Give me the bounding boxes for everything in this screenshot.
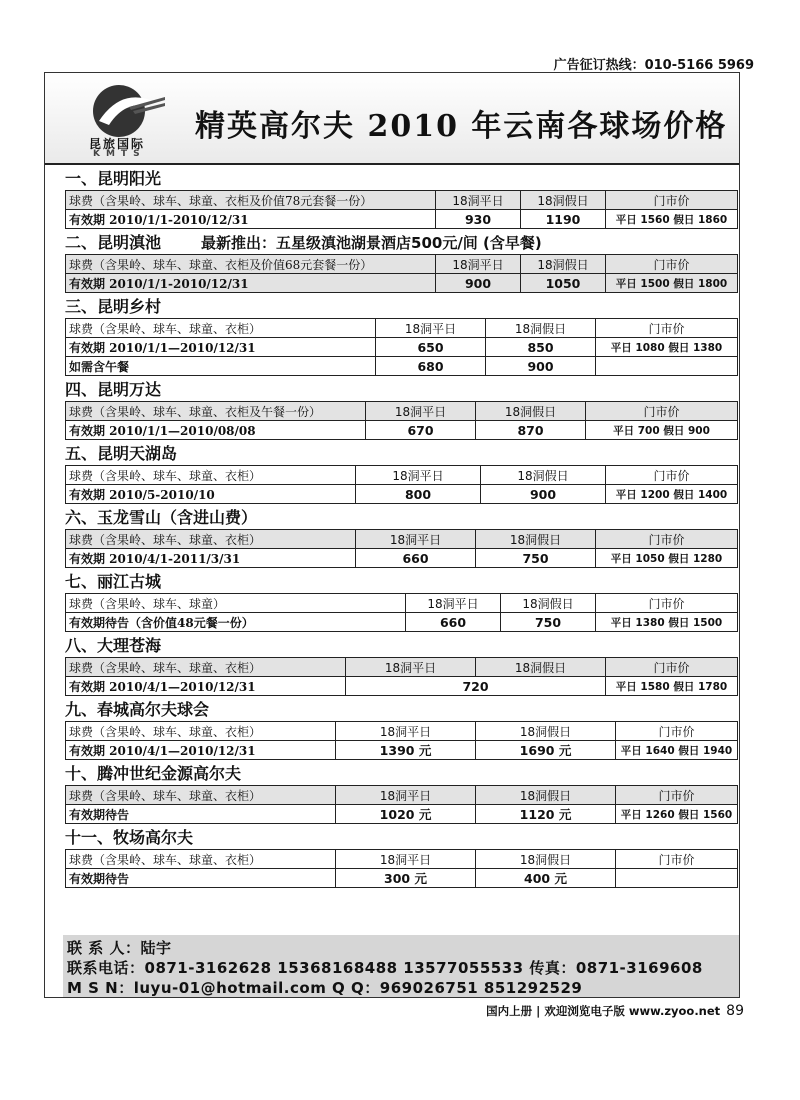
contact-phone: 联系电话：0871-3162628 15368168488 13577055533 传真：0871-3169608	[67, 959, 703, 977]
section-title	[65, 507, 737, 529]
section-title	[65, 763, 737, 785]
course-name: 七、丽江古城	[65, 572, 162, 591]
rack-rate-header: 门市价	[606, 255, 738, 274]
table-header-row	[66, 658, 738, 677]
course-name: 九、春城高尔夫球会	[65, 700, 210, 719]
holiday-price: 750	[501, 613, 596, 632]
holiday-price: 900	[481, 485, 606, 504]
price-table	[65, 465, 738, 504]
price-table	[65, 593, 738, 632]
table-row	[66, 741, 738, 760]
price-table	[65, 785, 738, 824]
weekday-price: 670	[366, 421, 476, 440]
weekday-price: 1390 元	[336, 741, 476, 760]
rack-rate: 平日 1050 假日 1280	[596, 549, 738, 568]
price-table	[65, 318, 738, 376]
weekday-price: 660	[356, 549, 476, 568]
table-header-row	[66, 466, 738, 485]
contact-msn-qq: M S N：luyu-01@hotmail.com Q Q：969026751 851292529	[67, 979, 583, 997]
ad-hotline: 广告征订热线：010-5166 5969	[553, 58, 754, 73]
price-column-header: 18洞平日	[336, 722, 476, 741]
price-column-header: 18洞平日	[366, 402, 476, 421]
price-table	[65, 254, 738, 293]
price-table	[65, 401, 738, 440]
section-title	[65, 379, 737, 401]
rack-rate-header: 门市价	[596, 319, 738, 338]
holiday-price: 900	[486, 357, 596, 376]
table-row	[66, 210, 738, 229]
section-title	[65, 827, 737, 849]
fee-description: 球费（含果岭、球车、球童、衣柜及价值78元套餐一份）	[66, 191, 436, 210]
fee-description: 球费（含果岭、球车、球童、衣柜）	[66, 319, 376, 338]
weekday-price: 650	[376, 338, 486, 357]
price-column-header: 18洞平日	[346, 658, 476, 677]
course-sections	[65, 165, 737, 888]
weekday-price: 300 元	[336, 869, 476, 888]
table-row	[66, 869, 738, 888]
weekday-price: 720	[346, 677, 606, 696]
table-header-row	[66, 530, 738, 549]
logo-chinese-name: 昆旅国际	[89, 137, 146, 151]
hotel-promotion: 最新推出：五星级滇池湖景酒店500元/间 (含早餐)	[201, 234, 542, 252]
rack-rate	[596, 357, 738, 376]
rack-rate-header: 门市价	[616, 786, 738, 805]
fee-description: 球费（含果岭、球车、球童、衣柜）	[66, 850, 336, 869]
section-title	[65, 699, 737, 721]
validity-label: 有效期待告（含价值48元餐一份）	[66, 613, 406, 632]
price-column-header: 18洞平日	[336, 850, 476, 869]
course-name: 二、昆明滇池	[65, 233, 162, 252]
course-name: 一、昆明阳光	[65, 169, 162, 188]
course-name: 十、腾冲世纪金源高尔夫	[65, 764, 242, 783]
price-column-header: 18洞假日	[476, 850, 616, 869]
price-column-header: 18洞平日	[436, 191, 521, 210]
price-column-header: 18洞假日	[476, 722, 616, 741]
price-column-header: 18洞平日	[406, 594, 501, 613]
validity-label: 有效期 2010/1/1—2010/08/08	[66, 421, 366, 440]
rack-rate-header: 门市价	[596, 530, 738, 549]
rack-rate: 平日 1640 假日 1940	[616, 741, 738, 760]
rack-rate	[616, 869, 738, 888]
holiday-price: 1120 元	[476, 805, 616, 824]
rack-rate-header: 门市价	[606, 658, 738, 677]
price-table	[65, 657, 738, 696]
table-header-row	[66, 255, 738, 274]
validity-label: 有效期 2010/1/1-2010/12/31	[66, 210, 436, 229]
section-title	[65, 443, 737, 465]
table-row	[66, 549, 738, 568]
table-header-row	[66, 786, 738, 805]
price-column-header: 18洞平日	[376, 319, 486, 338]
course-name: 八、大理苍海	[65, 636, 162, 655]
holiday-price: 750	[476, 549, 596, 568]
validity-label: 有效期 2010/4/1—2010/12/31	[66, 677, 346, 696]
validity-label: 如需含午餐	[66, 357, 376, 376]
price-column-header: 18洞平日	[336, 786, 476, 805]
holiday-price: 1050	[521, 274, 606, 293]
validity-label: 有效期 2010/1/1-2010/12/31	[66, 274, 436, 293]
rack-rate: 平日 1580 假日 1780	[606, 677, 738, 696]
price-table	[65, 721, 738, 760]
validity-label: 有效期待告	[66, 805, 336, 824]
validity-label: 有效期 2010/1/1—2010/12/31	[66, 338, 376, 357]
price-column-header: 18洞假日	[476, 530, 596, 549]
rack-rate: 平日 1560 假日 1860	[606, 210, 738, 229]
weekday-price: 900	[436, 274, 521, 293]
course-name: 六、玉龙雪山（含进山费）	[65, 508, 258, 527]
table-row	[66, 805, 738, 824]
holiday-price: 400 元	[476, 869, 616, 888]
price-table	[65, 190, 738, 229]
price-sheet	[44, 72, 740, 998]
rack-rate-header: 门市价	[596, 594, 738, 613]
fee-description: 球费（含果岭、球车、球童、衣柜及价值68元套餐一份）	[66, 255, 436, 274]
rack-rate-header: 门市价	[616, 722, 738, 741]
section-title	[65, 168, 737, 190]
rack-rate: 平日 1260 假日 1560	[616, 805, 738, 824]
page-header	[45, 73, 739, 165]
table-header-row	[66, 722, 738, 741]
fee-description: 球费（含果岭、球车、球童、衣柜）	[66, 466, 356, 485]
page-title: 精英高尔夫 2010 年云南各球场价格	[195, 109, 728, 144]
contact-person: 联 系 人：陆宇	[67, 939, 172, 957]
rack-rate-header: 门市价	[616, 850, 738, 869]
price-table	[65, 529, 738, 568]
table-row	[66, 485, 738, 504]
price-column-header: 18洞假日	[481, 466, 606, 485]
holiday-price: 870	[476, 421, 586, 440]
fee-description: 球费（含果岭、球车、球童、衣柜及午餐一份）	[66, 402, 366, 421]
table-row	[66, 274, 738, 293]
rack-rate: 平日 1500 假日 1800	[606, 274, 738, 293]
price-column-header: 18洞假日	[501, 594, 596, 613]
price-column-header: 18洞假日	[476, 402, 586, 421]
table-row	[66, 338, 738, 357]
table-row	[66, 421, 738, 440]
table-header-row	[66, 319, 738, 338]
validity-label: 有效期待告	[66, 869, 336, 888]
validity-label: 有效期 2010/4/1-2011/3/31	[66, 549, 356, 568]
fee-description: 球费（含果岭、球车、球童）	[66, 594, 406, 613]
price-column-header: 18洞假日	[486, 319, 596, 338]
validity-label: 有效期 2010/4/1—2010/12/31	[66, 741, 336, 760]
weekday-price: 930	[436, 210, 521, 229]
logo-english-name: KMTS	[93, 149, 146, 159]
weekday-price: 800	[356, 485, 481, 504]
fee-description: 球费（含果岭、球车、球童、衣柜）	[66, 658, 346, 677]
rack-rate: 平日 1200 假日 1400	[606, 485, 738, 504]
validity-label: 有效期 2010/5-2010/10	[66, 485, 356, 504]
table-header-row	[66, 402, 738, 421]
rack-rate-header: 门市价	[606, 466, 738, 485]
table-row	[66, 677, 738, 696]
course-name: 三、昆明乡村	[65, 297, 162, 316]
holiday-price: 1190	[521, 210, 606, 229]
course-name: 四、昆明万达	[65, 380, 162, 399]
table-header-row	[66, 594, 738, 613]
rack-rate: 平日 1380 假日 1500	[596, 613, 738, 632]
holiday-price: 850	[486, 338, 596, 357]
price-column-header: 18洞平日	[356, 530, 476, 549]
price-column-header: 18洞假日	[476, 658, 606, 677]
price-column-header: 18洞平日	[356, 466, 481, 485]
table-header-row	[66, 191, 738, 210]
section-title	[65, 635, 737, 657]
footer-text: 国内上册 | 欢迎浏览电子版 www.zyoo.net	[486, 1004, 721, 1018]
price-table	[65, 849, 738, 888]
fee-description: 球费（含果岭、球车、球童、衣柜）	[66, 722, 336, 741]
price-column-header: 18洞假日	[521, 191, 606, 210]
course-name: 五、昆明天湖岛	[65, 444, 178, 463]
fee-description: 球费（含果岭、球车、球童、衣柜）	[66, 530, 356, 549]
price-column-header: 18洞假日	[521, 255, 606, 274]
rack-rate: 平日 1080 假日 1380	[596, 338, 738, 357]
rack-rate-header: 门市价	[606, 191, 738, 210]
rack-rate: 平日 700 假日 900	[586, 421, 738, 440]
holiday-price: 1690 元	[476, 741, 616, 760]
weekday-price: 660	[406, 613, 501, 632]
table-row	[66, 357, 738, 376]
price-column-header: 18洞平日	[436, 255, 521, 274]
section-title	[65, 296, 737, 318]
price-column-header: 18洞假日	[476, 786, 616, 805]
section-title	[65, 571, 737, 593]
section-title	[65, 232, 737, 254]
fee-description: 球费（含果岭、球车、球童、衣柜）	[66, 786, 336, 805]
weekday-price: 1020 元	[336, 805, 476, 824]
weekday-price: 680	[376, 357, 486, 376]
table-header-row	[66, 850, 738, 869]
page-footer	[486, 1003, 744, 1019]
page-number: 89	[726, 1003, 744, 1019]
table-row	[66, 613, 738, 632]
contact-block	[63, 935, 739, 997]
rack-rate-header: 门市价	[586, 402, 738, 421]
course-name: 十一、牧场高尔夫	[65, 828, 194, 847]
